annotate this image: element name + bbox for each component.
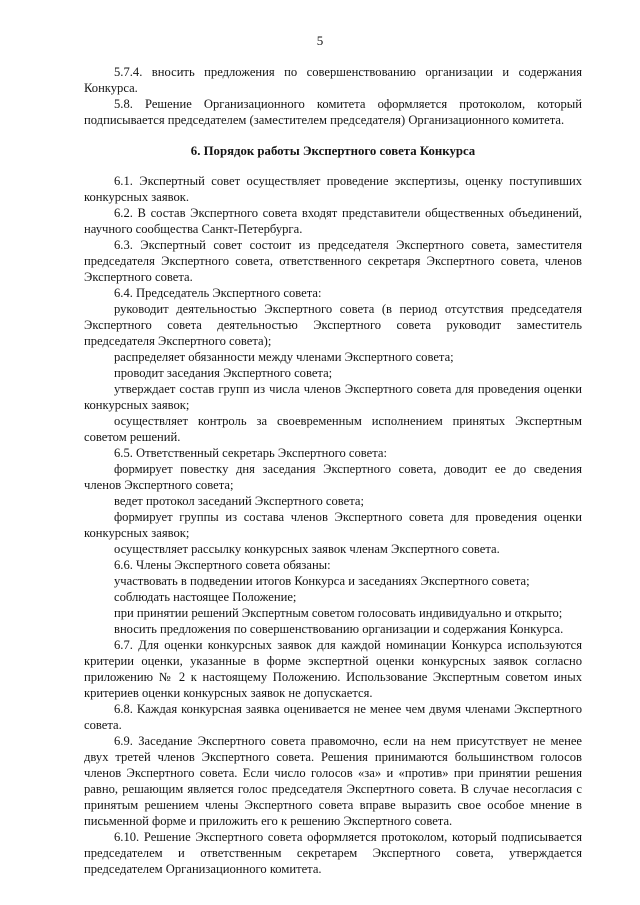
document-body bbox=[84, 64, 582, 877]
paragraph: осуществляет контроль за своевременным исполнением принятых Экспертным советом решений. bbox=[84, 414, 582, 444]
paragraph: распределяет обязанности между членами Экспертного совета; bbox=[114, 350, 454, 364]
paragraph: вносить предложения по совершенствованию организации и содержания Конкурса. bbox=[114, 622, 564, 636]
paragraph: 6.5. Ответственный секретарь Экспертного совета: bbox=[114, 446, 388, 460]
paragraph: соблюдать настоящее Положение; bbox=[114, 590, 297, 604]
paragraph: 5.7.4. вносить предложения по совершенствованию организации и содержания Конкурса. bbox=[84, 65, 582, 95]
paragraph: 6.7. Для оценки конкурсных заявок для каждой номинации Конкурса используются критерии оценки, указанные в форме экспертной оценки конкурсных заявок согласно приложению № 2 к настоящему Положению. Использование Экспертным советом иных критериев оценки конкурсных заявок не допускается. bbox=[84, 638, 582, 700]
page-number: 5 bbox=[316, 33, 324, 48]
paragraph: 6.1. Экспертный совет осуществляет проведение экспертизы, оценку поступивших конкурсных заявок. bbox=[84, 174, 582, 204]
paragraph: 6.8. Каждая конкурсная заявка оценивается не менее чем двумя членами Экспертного совета. bbox=[84, 702, 582, 732]
paragraph: ведет протокол заседаний Экспертного совета; bbox=[114, 494, 364, 508]
paragraph: руководит деятельностью Экспертного совета (в период отсутствия председателя Экспертного совета деятельностью Экспертного совета руководит заместитель председателя Экспертного совета); bbox=[84, 302, 582, 348]
paragraph: утверждает состав групп из числа членов Экспертного совета для проведения оценки конкурсных заявок; bbox=[84, 382, 582, 412]
paragraph: 6.10. Решение Экспертного совета оформляется протоколом, который подписывается председателем и ответственным секретарем Экспертного совета, утверждается председателем Организационного комитета. bbox=[84, 830, 582, 876]
paragraph: 6.3. Экспертный совет состоит из председателя Экспертного совета, заместителя председателя Экспертного совета, ответственного секретаря Экспертного совета, членов Экспертного совета. bbox=[84, 238, 582, 284]
paragraph: при принятии решений Экспертным советом голосовать индивидуально и открыто; bbox=[114, 606, 563, 620]
paragraph: формирует повестку дня заседания Экспертного совета, доводит ее до сведения членов Экспертного совета; bbox=[84, 462, 582, 492]
paragraph: проводит заседания Экспертного совета; bbox=[114, 366, 333, 380]
paragraph: 6.6. Члены Экспертного совета обязаны: bbox=[114, 558, 331, 572]
paragraph: формирует группы из состава членов Экспертного совета для проведения оценки конкурсных заявок; bbox=[84, 510, 582, 540]
paragraph: 5.8. Решение Организационного комитета оформляется протоколом, который подписывается председателем (заместителем председателя) Организационного комитета. bbox=[84, 97, 582, 127]
paragraph: 6.9. Заседание Экспертного совета правомочно, если на нем присутствует не менее двух третей членов Экспертного совета. Решения принимаются большинством голосов членов Экспертного совета. Если число голосов «за» и «против» при принятии решения равно, решающим является голос председателя Экспертного совета. В случае несогласия с принятым решением члены Экспертного совета вправе выразить свое особое мнение в письменной форме и приложить его к решению Экспертного совета. bbox=[84, 734, 582, 828]
section-heading: 6. Порядок работы Экспертного совета Конкурса bbox=[190, 144, 476, 158]
paragraph: 6.4. Председатель Экспертного совета: bbox=[114, 286, 322, 300]
paragraph: участвовать в подведении итогов Конкурса и заседаниях Экспертного совета; bbox=[114, 574, 530, 588]
paragraph: осуществляет рассылку конкурсных заявок членам Экспертного совета. bbox=[114, 542, 500, 556]
paragraph: 6.2. В состав Экспертного совета входят представители общественных объединений, научного сообщества Санкт-Петербурга. bbox=[84, 206, 582, 236]
